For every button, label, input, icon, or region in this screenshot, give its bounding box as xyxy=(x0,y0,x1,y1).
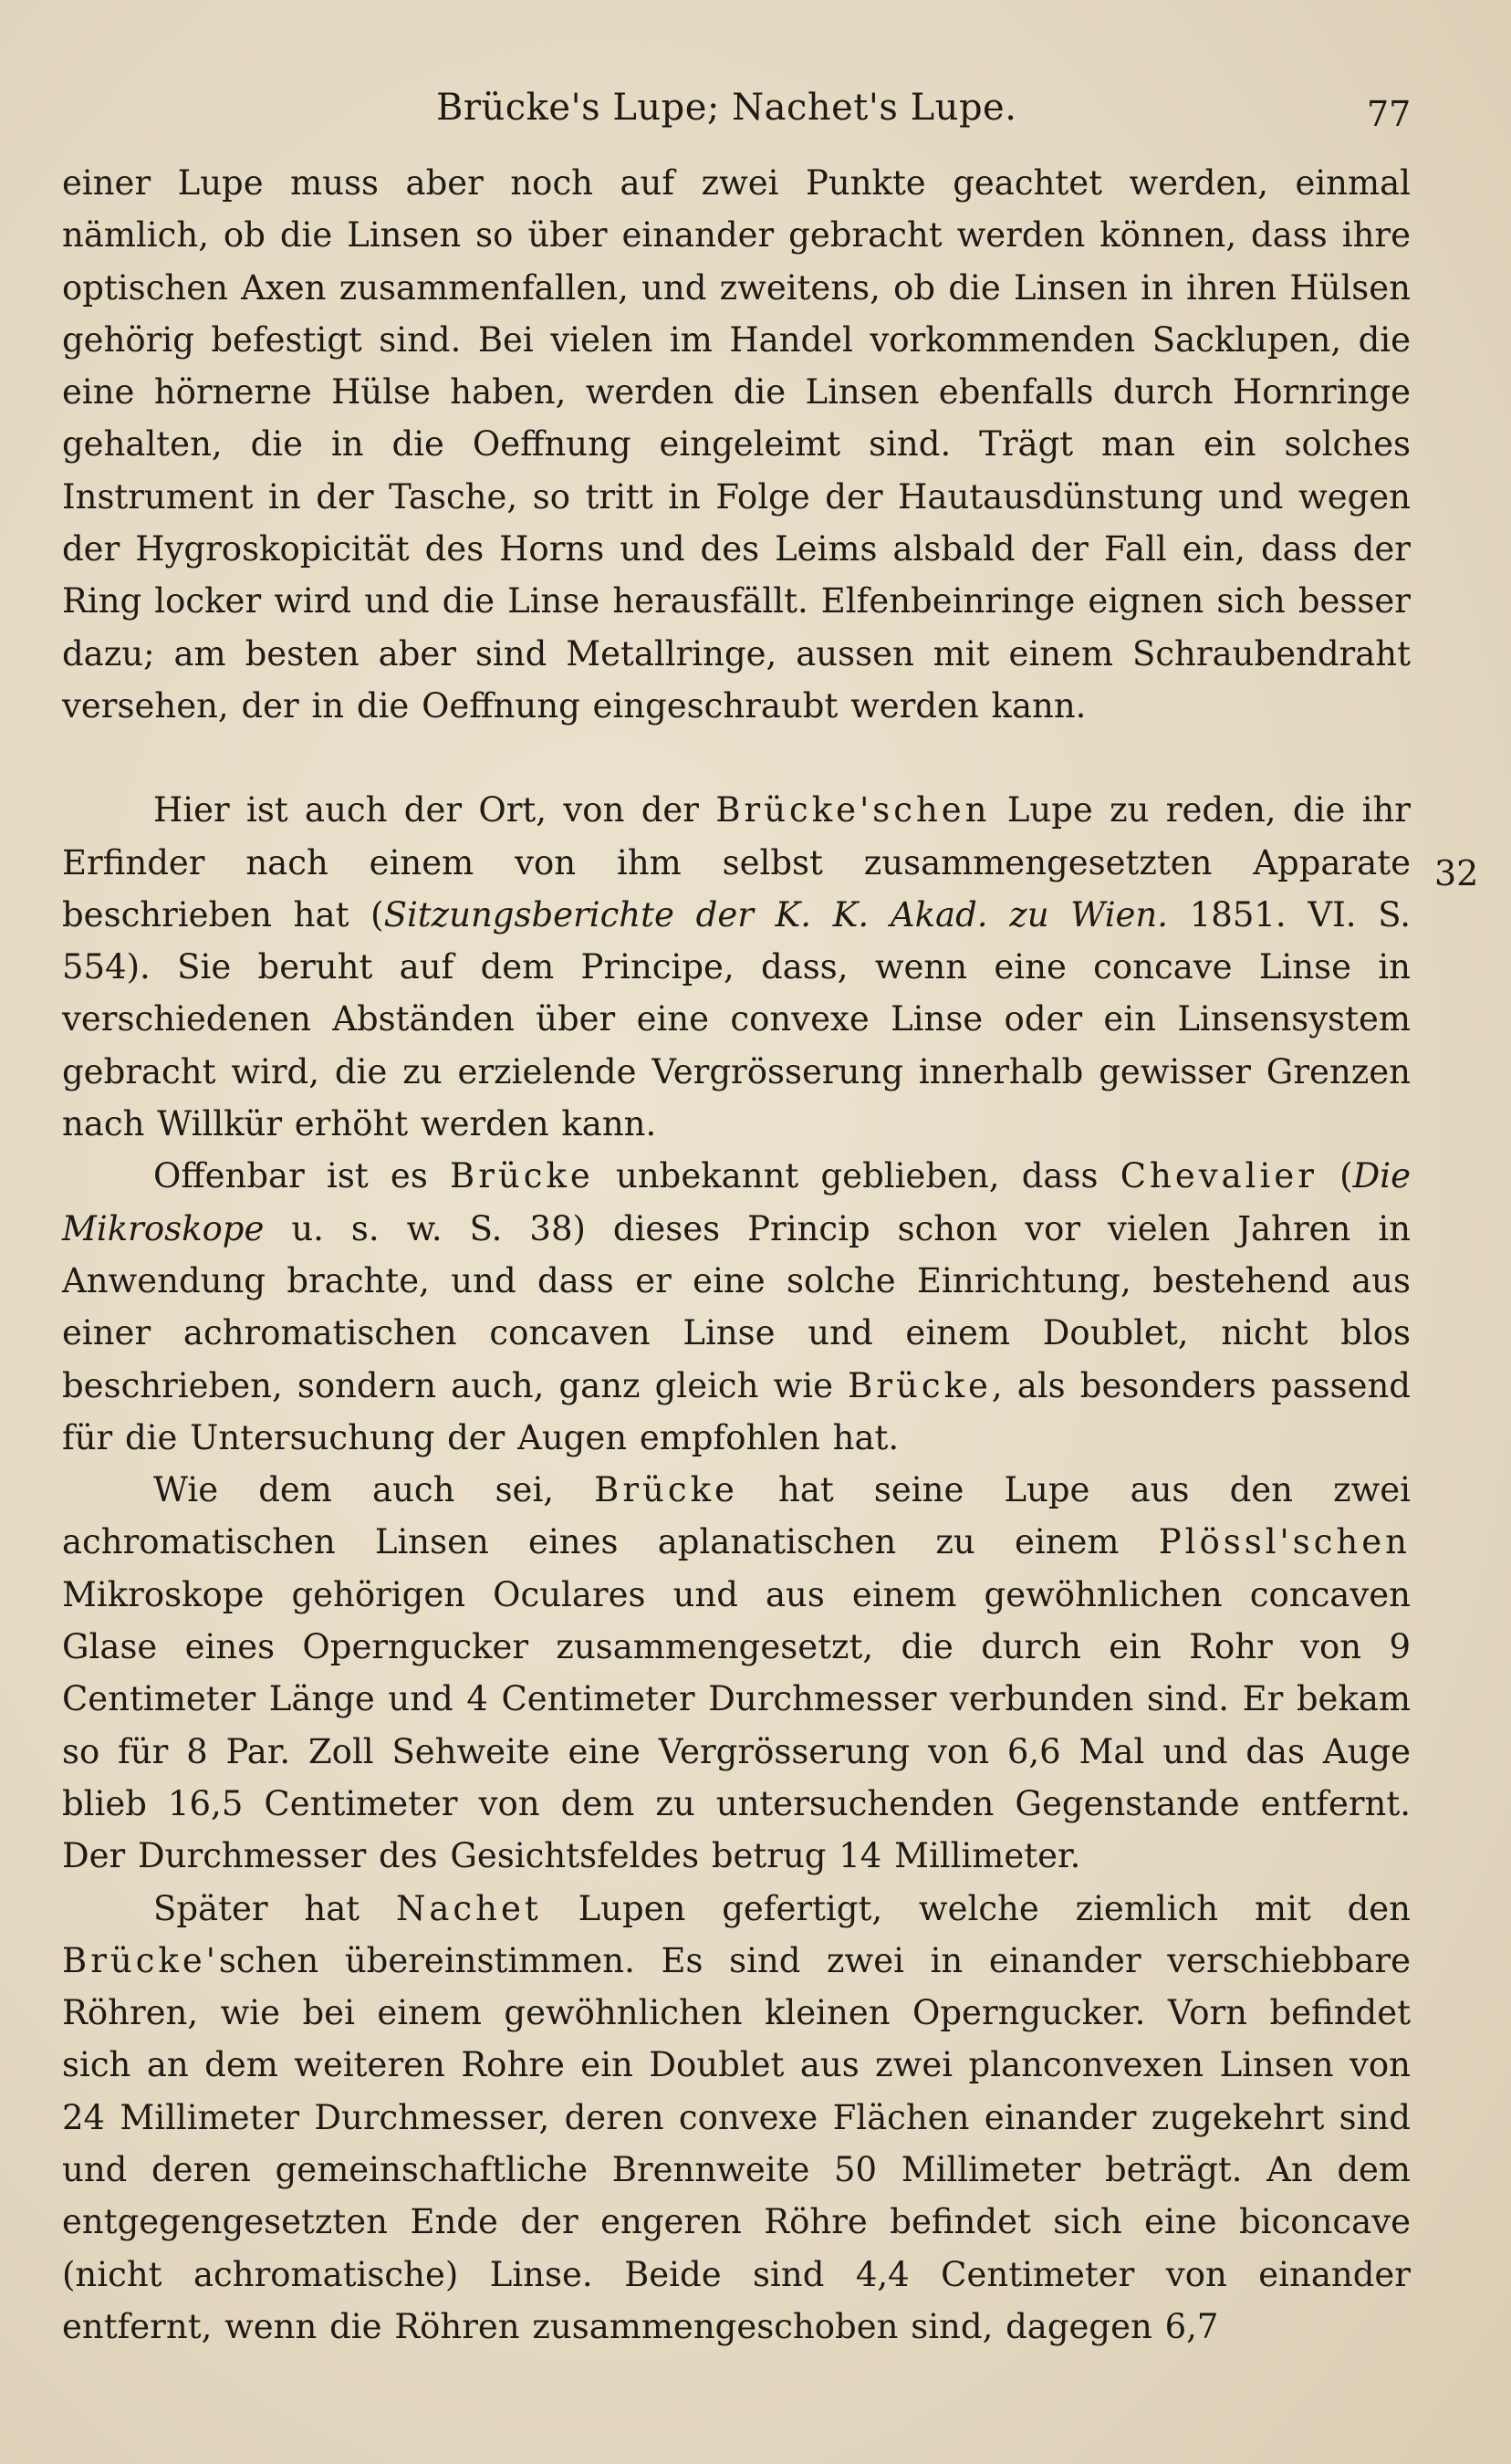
spaced-name: Brücke xyxy=(848,1365,992,1405)
page-header xyxy=(0,87,1511,141)
text-run: Offenbar ist es xyxy=(153,1156,451,1196)
spaced-name: Chevalier xyxy=(1120,1156,1318,1196)
text-run: Später hat xyxy=(153,1888,396,1928)
margin-section-number: 32 xyxy=(1434,853,1479,893)
text-run: hat seine Lupe aus den zwei achromatischen Linsen eines aplanatischen zu einem xyxy=(62,1470,1411,1562)
spaced-name: Brücke' xyxy=(62,1940,219,1980)
text-run: u. s. w. S. 38) dieses Princip schon vor vielen Jahren in Anwendung brachte, und dass er eine solche Einrichtung, bestehend aus einer achromatischen concaven Linse und einem Doublet, nicht blos beschrieben, sondern auch, ganz gleich wie xyxy=(62,1208,1411,1405)
text-run: ( xyxy=(1317,1156,1353,1196)
spaced-name: Nachet xyxy=(395,1888,542,1928)
paragraph-5 xyxy=(62,1883,1411,2354)
text-run: 1851. VI. S. 554). Sie beruht auf dem Principe, dass, wenn eine concave Linse in verschiedenen Abständen über eine convexe Linse oder ein Linsensystem gebracht wird, die zu erzielende Vergrösserung innerhalb gewisser Grenzen nach Willkür erhöht werden kann. xyxy=(62,894,1412,1144)
running-title: Brücke's Lupe; Nachet's Lupe. xyxy=(436,87,1017,129)
citation-title: Sitzungsberichte der K. K. Akad. zu Wien. xyxy=(383,894,1169,934)
text-run: Lupe zu reden, die ihr Erfinder nach einem von ihm selbst zusammengesetzten Apparate beschrieben hat ( xyxy=(62,790,1411,934)
text-run: unbekannt geblieben, dass xyxy=(593,1156,1120,1196)
text-run: Mikroskope gehörigen Oculares und aus einem gewöhnlichen concaven Glase eines Operngucker zusammengesetzt, die durch ein Rohr von 9 Centimeter Länge und 4 Centimeter Durchmesser verbunden sind. Er bekam so für 8 Par. Zoll Sehweite eine Vergrösserung von 6,6 Mal und das Auge blieb 16,5 Centimeter von dem zu untersuchenden Gegenstande entfernt. Der Durchmesser des Gesichtsfeldes betrug 14 Millimeter. xyxy=(62,1574,1411,1876)
spaced-name: Brücke xyxy=(450,1156,594,1196)
paragraph-3 xyxy=(62,1150,1411,1464)
paragraph-4 xyxy=(62,1464,1411,1882)
paragraph-1: einer Lupe muss aber noch auf zwei Punkte geachtet werden, einmal nämlich, ob die Linsen so über einander gebracht werden können, dass ihre optischen Axen zusammenfallen, und zweitens, ob die Linsen in ihren Hülsen gehörig befestigt sind. Bei vielen im Handel vorkommenden Sacklupen, die eine hörnerne Hülse haben, werden die Linsen ebenfalls durch Hornringe gehalten, die in die Oeffnung eingeleimt sind. Trägt man ein solches Instrument in der Tasche, so tritt in Folge der Hautausdünstung und wegen der Hygroskopicität des Horns und des Leims alsbald der Fall ein, dass der Ring locker wird und die Linse herausfällt. Elfenbeinringe eignen sich besser dazu; am besten aber sind Metallringe, aussen mit einem Schraubendraht versehen, der in die Oeffnung eingeschraubt werden kann. xyxy=(62,163,1411,726)
text-run: Lupen gefertigt, welche ziemlich mit den xyxy=(541,1888,1411,1928)
citation-title: Die Mikroskope xyxy=(62,1156,1412,1248)
spaced-name: Plössl'schen xyxy=(1158,1522,1411,1562)
paragraph-2 xyxy=(62,784,1411,1150)
text-run: schen übereinstimmen. Es sind zwei in einander verschiebbare Röhren, wie bei einem gewöhnlichen kleinen Operngucker. Vorn befindet sich an dem weiteren Rohre ein Doublet aus zwei planconvexen Linsen von 24 Millimeter Durchmesser, deren convexe Flächen einander zugekehrt sind und deren gemeinschaftliche Brennweite 50 Millimeter beträgt. An dem entgegengesetzten Ende der engeren Röhre befindet sich eine biconcave (nicht achromatische) Linse. Beide sind 4,4 Centimeter von einander entfernt, wenn die Röhren zusammengeschoben sind, dagegen 6,7 xyxy=(62,1940,1411,2346)
text-run: , als besonders passend für die Untersuchung der Augen empfohlen hat. xyxy=(62,1365,1411,1457)
page-number: 77 xyxy=(1367,94,1412,134)
spaced-name: Brücke'schen xyxy=(715,790,991,830)
spaced-name: Brücke xyxy=(594,1470,738,1510)
text-run: Wie dem auch sei, xyxy=(153,1470,595,1510)
text-run: Hier ist auch der Ort, von der xyxy=(153,790,716,830)
body-text xyxy=(62,157,1411,2353)
